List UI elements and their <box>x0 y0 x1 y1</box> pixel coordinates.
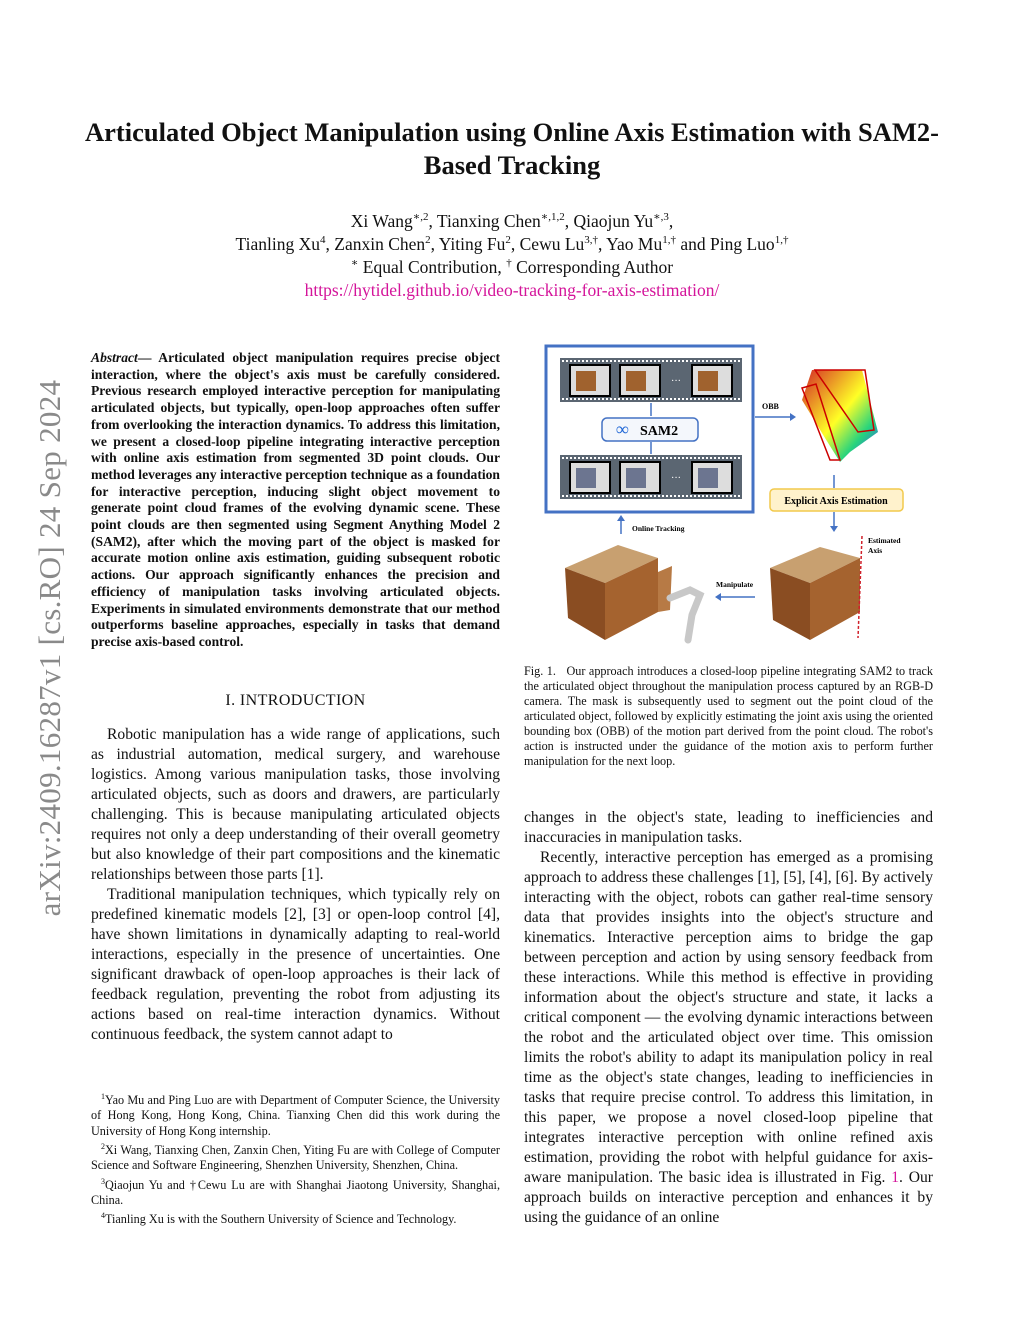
author-block <box>100 210 924 302</box>
author-name: Qiaojun Yu <box>573 211 654 231</box>
online-tracking-label: Online Tracking <box>632 524 685 533</box>
footnote-text: Yao Mu and Ping Luo are with Department of Computer Science, the University of Hong Kong, Hong Kong, China. Tianxing Chen did this work during the University of Hong Kong internship. <box>91 1093 500 1138</box>
author-affiliation: 2 <box>425 234 431 247</box>
footnote <box>91 1208 500 1227</box>
footnotes <box>91 1089 500 1228</box>
estimated-axis-label: Axis <box>868 546 883 555</box>
author-name: Xi Wang <box>350 211 413 231</box>
caption-label: Fig. 1. <box>524 664 556 678</box>
author-affiliation: 1,† <box>662 234 676 247</box>
paragraph <box>524 848 933 1228</box>
rgb-film-strip <box>560 358 742 402</box>
separator: , <box>430 234 439 254</box>
cabinet-with-axis-image <box>770 536 862 640</box>
project-url-link[interactable]: https://hytidel.github.io/video-tracking-for-axis-estimation/ <box>304 280 720 300</box>
footnote <box>91 1089 500 1139</box>
explicit-axis-estimation-box <box>770 489 903 511</box>
right-column-text <box>524 808 933 1228</box>
paragraph: changes in the object's state, leading to inefficiencies and inaccuracies in manipulation tasks. <box>524 809 933 846</box>
footnote-number: 2 <box>101 1141 105 1151</box>
equal-contribution-note: Equal Contribution, <box>358 257 507 277</box>
author-name: Yiting Fu <box>438 234 506 254</box>
cabinet-with-robot-image <box>565 545 700 640</box>
separator: , <box>428 211 437 231</box>
sam2-box <box>602 418 698 441</box>
star-mark: ∗ <box>350 257 359 270</box>
separator: , <box>325 234 335 254</box>
caption-text: Our approach introduces a closed-loop pipeline integrating SAM2 to track the articulated object throughout the manipulation process captured by an RGB-D camera. The mask is subsequently used to segment out the point cloud of the articulated object, followed by explicitly estimating the joint axis using the oriented bounding box (OBB) of the motion part derived from the point cloud. The robot's action is instructed under the guidance of the motion axis to perform further manipulation for the next loop. <box>524 664 933 768</box>
paper-title: Articulated Object Manipulation using Online Axis Estimation with SAM2-Based Tracking <box>85 117 939 180</box>
dagger-mark: † <box>506 257 512 270</box>
author-name: Yao Mu <box>606 234 663 254</box>
author-affiliation: ∗,3 <box>653 211 669 224</box>
author-name: Tianxing Chen <box>436 211 541 231</box>
separator: , <box>564 211 574 231</box>
author-affiliation: 2 <box>505 234 511 247</box>
estimated-axis-label: Estimated <box>868 536 901 545</box>
arxiv-identifier-stamp: arXiv:2409.16287v1 [cs.RO] 24 Sep 2024 <box>32 379 67 917</box>
separator: , <box>510 234 520 254</box>
author-name: Cewu Lu <box>519 234 585 254</box>
author-line-1 <box>100 210 924 233</box>
corresponding-author-note: Corresponding Author <box>511 257 674 277</box>
author-affiliation: ∗,1,2 <box>540 211 565 224</box>
contribution-note <box>100 256 924 279</box>
obb-label: OBB <box>762 402 779 411</box>
author-name: Zanxin Chen <box>334 234 426 254</box>
paragraph-text: Recently, interactive perception has emerged as a promising approach to address these challenges [1], [5], [4], [6]. By actively interacting with the object, robots can gather real-time sensory data that provides insights into the object's structure and kinematics. Interactive perception aims to bridge the gap between perception and action by using sensory feedback from these interactions. While this method is effective in providing information about the object's structure and state, it lacks a critical component — the evolving dynamic interactions between the robot and the articulated object over time. This omission limits the robot's ability to adapt its manipulation policy in real time as the object's state changes, leading to inefficiencies in tasks that require precise control. To address this limitation, in this paper, we propose a novel closed-loop pipeline that integrates interactive perception with online refined axis estimation, providing the robot with helpful guidance for axis-aware manipulation. The basic idea is illustrated in Fig. <box>524 849 933 1186</box>
footnote <box>91 1139 500 1174</box>
footnote <box>91 1174 500 1209</box>
paragraph: Traditional manipulation techniques, which typically rely on predefined kinematic models [2], [3] or open-loop control [4], have shown limitations in dynamically adapting to real-world interactions, especially in the presence of uncertainties. One significant drawback of open-loop approaches is their lack of feedback regulation, preventing the robot from adjusting its actions based on real-time interaction dynamics. Without continuous feedback, the system cannot adapt to <box>91 886 500 1043</box>
abstract-text: — Articulated object manipulation requires precise object interaction, where the object's axis must be carefully considered. Previous research employed interactive perception for manipulating articulated objects, but typically, open-loop approaches often suffer from overlooking the interaction dynamics. To address this limitation, we present a closed-loop pipeline integrating interactive perception with online axis estimation from segmented 3D point clouds. Our method leverages any interactive perception technique as a foundation for interactive perception, inducing slight object movement to generate point cloud frames of the evolving dynamic scene. These point clouds are then segmented using Segment Anything Model 2 (SAM2), after which the moving part of the object is masked for accurate motion online axis estimation, guiding subsequent robotic actions. Our approach significantly enhances the precision and efficiency of manipulation tasks involving articulated objects. Experiments in simulated environments demonstrate that our method outperforms baseline approaches, especially in tasks that demand precise axis-based control. <box>91 350 500 649</box>
separator: and <box>675 234 711 254</box>
author-name: Tianling Xu <box>235 234 320 254</box>
ellipsis: ··· <box>671 376 681 387</box>
author-affiliation: ∗,2 <box>412 211 429 224</box>
axis-estimation-label: Explicit Axis Estimation <box>784 496 888 507</box>
manipulate-label: Manipulate <box>716 580 754 589</box>
mask-film-strip <box>560 455 742 499</box>
section-heading-introduction: I. INTRODUCTION <box>225 692 366 709</box>
meta-infinity-icon: ∞ <box>616 419 629 439</box>
figure-reference-link[interactable]: 1 <box>891 1169 900 1186</box>
figure-caption <box>524 664 933 769</box>
sam2-label: SAM2 <box>640 424 679 439</box>
footnote-text: Qiaojun Yu and †Cewu Lu are with Shanghai Jiaotong University, Shanghai, China. <box>91 1177 500 1207</box>
footnote-text: Xi Wang, Tianxing Chen, Zanxin Chen, Yiting Fu are with College of Computer Science and Software Engineering, Shenzhen University, Shenzhen, China. <box>91 1143 500 1173</box>
author-affiliation: 1,† <box>774 234 789 247</box>
author-line-2 <box>100 233 924 256</box>
introduction-text <box>91 725 500 1045</box>
figure-1-pipeline-diagram <box>540 340 940 650</box>
author-affiliation: 3,† <box>584 234 599 247</box>
separator: , <box>668 211 674 231</box>
author-name: Ping Luo <box>710 234 775 254</box>
separator: , <box>598 234 607 254</box>
author-affiliation: 4 <box>320 234 326 247</box>
footnote-number: 3 <box>101 1176 105 1186</box>
abstract <box>91 350 500 651</box>
ellipsis: ··· <box>671 473 681 484</box>
footnote-text: Tianling Xu is with the Southern University of Science and Technology. <box>105 1212 457 1227</box>
point-cloud-obb-image <box>802 370 878 462</box>
footnote-number: 4 <box>101 1211 105 1221</box>
paragraph: Robotic manipulation has a wide range of applications, such as industrial automation, medical surgery, and warehouse logistics. Among various manipulation tasks, those involving articulated objects, such as doors and drawers, are particularly challenging. This is because manipulating articulated objects requires not only a deep understanding of their overall geometry but also knowledge of their part compositions and the kinematic relationships between those parts [1]. <box>91 726 500 883</box>
paragraph-text: . Our approach builds on interactive perception and enhances it by using the guidance of an online <box>524 1169 933 1226</box>
abstract-label: Abstract <box>91 350 138 365</box>
footnote-number: 1 <box>101 1092 105 1101</box>
